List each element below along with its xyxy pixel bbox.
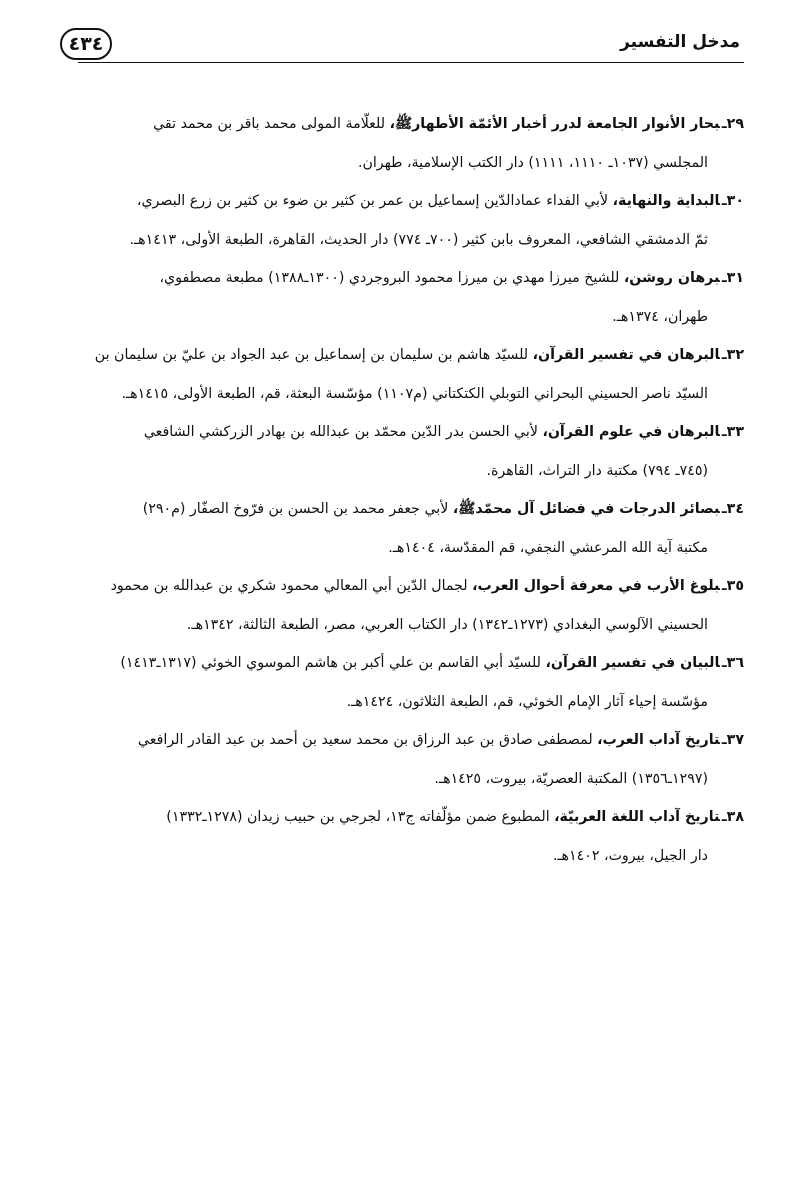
reference-details: المطبوع ضمن مؤلّفاته ج١٣، لجرجي بن حبيب زيدان (١٢٧٨ـ١٣٣٢) <box>166 809 555 825</box>
reference-title: بحار الأنوار الجامعة لدرر أخبار الأئمّة الأطهارﷺ، <box>389 116 720 132</box>
reference-continuation: طهران، ١٣٧٤هـ. <box>612 308 708 325</box>
reference-entry <box>54 644 744 721</box>
reference-title: بصائر الدرجات في فضائل آل محمّدﷺ، <box>452 501 720 517</box>
reference-entry <box>54 259 744 336</box>
reference-continuation: السيّد ناصر الحسيني البحراني التوبلي الكتكتاني (م١١٠٧) مؤسّسة البعثة، قم، الطبعة الأولى، ١٤١٥هـ. <box>121 385 708 402</box>
reference-entry <box>54 490 744 567</box>
reference-title: البداية والنهاية، <box>612 193 720 209</box>
reference-continuation: (١٢٩٧ـ١٣٥٦) المكتبة العصريّة، بيروت، ١٤٢٥هـ. <box>434 770 708 787</box>
reference-number: ٣١ـ <box>721 270 744 286</box>
reference-entry <box>54 567 744 644</box>
page-header <box>60 28 740 64</box>
reference-title: تاريخ آداب اللغة العربيّة، <box>554 809 720 825</box>
reference-title: البيان في تفسير القرآن، <box>545 655 720 671</box>
page-number: ٤٣٤ <box>60 28 112 60</box>
reference-title: تاريخ آداب العرب، <box>597 732 720 748</box>
reference-number: ٣٠ـ <box>721 193 744 209</box>
reference-title: برهان روشن، <box>623 270 720 286</box>
reference-details: لأبي جعفر محمد بن الحسن بن فرّوخ الصفّار (م٢٩٠) <box>142 501 453 517</box>
reference-details: للسيّد هاشم بن سليمان بن إسماعيل بن عبد الجواد بن عليّ بن سليمان بن <box>94 347 533 363</box>
reference-continuation: مؤسّسة إحياء آثار الإمام الخوئي، قم، الطبعة الثلاثون، ١٤٢٤هـ. <box>346 693 708 710</box>
reference-entry <box>54 105 744 182</box>
reference-continuation: (٧٤٥ـ ٧٩٤) مكتبة دار التراث، القاهرة. <box>486 462 708 479</box>
reference-continuation: الحسيني الآلوسي البغدادي (١٢٧٣ـ١٣٤٢) دار الكتاب العربي، مصر، الطبعة الثالثة، ١٣٤٢هـ. <box>186 616 708 633</box>
reference-title: بلوغ الأرب في معرفة أحوال العرب، <box>472 578 720 594</box>
reference-number: ٣٦ـ <box>721 655 744 671</box>
reference-number: ٣٣ـ <box>721 424 744 440</box>
reference-number: ٣٤ـ <box>721 501 744 517</box>
reference-details: لأبي الحسن بدر الدّين محمّد بن عبدالله بن بهادر الزركشي الشافعي <box>143 424 543 440</box>
reference-entry <box>54 798 744 875</box>
reference-entry <box>54 182 744 259</box>
reference-title: البرهان في تفسير القرآن، <box>532 347 720 363</box>
reference-title: البرهان في علوم القرآن، <box>542 424 720 440</box>
reference-number: ٣٥ـ <box>721 578 744 594</box>
reference-details: للشيخ ميرزا مهدي بن ميرزا محمود البروجردي (١٣٠٠ـ١٣٨٨) مطبعة مصطفوي، <box>159 270 624 286</box>
reference-continuation: مكتبة آية الله المرعشي النجفي، قم المقدّسة، ١٤٠٤هـ. <box>388 539 708 556</box>
reference-entry <box>54 721 744 798</box>
reference-continuation: ثمّ الدمشقي الشافعي، المعروف بابن كثير (٧٠٠ـ ٧٧٤) دار الحديث، القاهرة، الطبعة الأولى، ١٤١٣هـ. <box>129 231 708 248</box>
reference-number: ٣٢ـ <box>721 347 744 363</box>
reference-details: للعلّامة المولى محمد باقر بن محمد تقي <box>153 116 390 132</box>
reference-number: ٣٧ـ <box>721 732 744 748</box>
reference-number: ٣٨ـ <box>721 809 744 825</box>
running-title: مدخل التفسير <box>620 32 740 52</box>
reference-continuation: دار الجيل، بيروت، ١٤٠٢هـ. <box>552 847 708 864</box>
reference-continuation: المجلسي (١٠٣٧ـ ١١١٠، ١١١١) دار الكتب الإسلامية، طهران. <box>357 154 708 171</box>
bibliography-list <box>54 105 744 875</box>
reference-details: لأبي الفداء عمادالدّين إسماعيل بن عمر بن كثير بن ضوء بن كثير بن زرع البصري، <box>136 193 613 209</box>
reference-details: لمصطفى صادق بن عبد الرزاق بن محمد سعيد بن أحمد بن عبد القادر الرافعي <box>137 732 598 748</box>
reference-entry <box>54 336 744 413</box>
reference-number: ٢٩ـ <box>721 116 744 132</box>
reference-entry <box>54 413 744 490</box>
reference-details: للسيّد أبي القاسم بن علي أكبر بن هاشم الموسوي الخوئي (١٣١٧ـ١٤١٣) <box>120 655 546 671</box>
header-divider <box>78 62 744 63</box>
reference-details: لجمال الدّين أبي المعالي محمود شكري بن عبدالله بن محمود <box>110 578 473 594</box>
